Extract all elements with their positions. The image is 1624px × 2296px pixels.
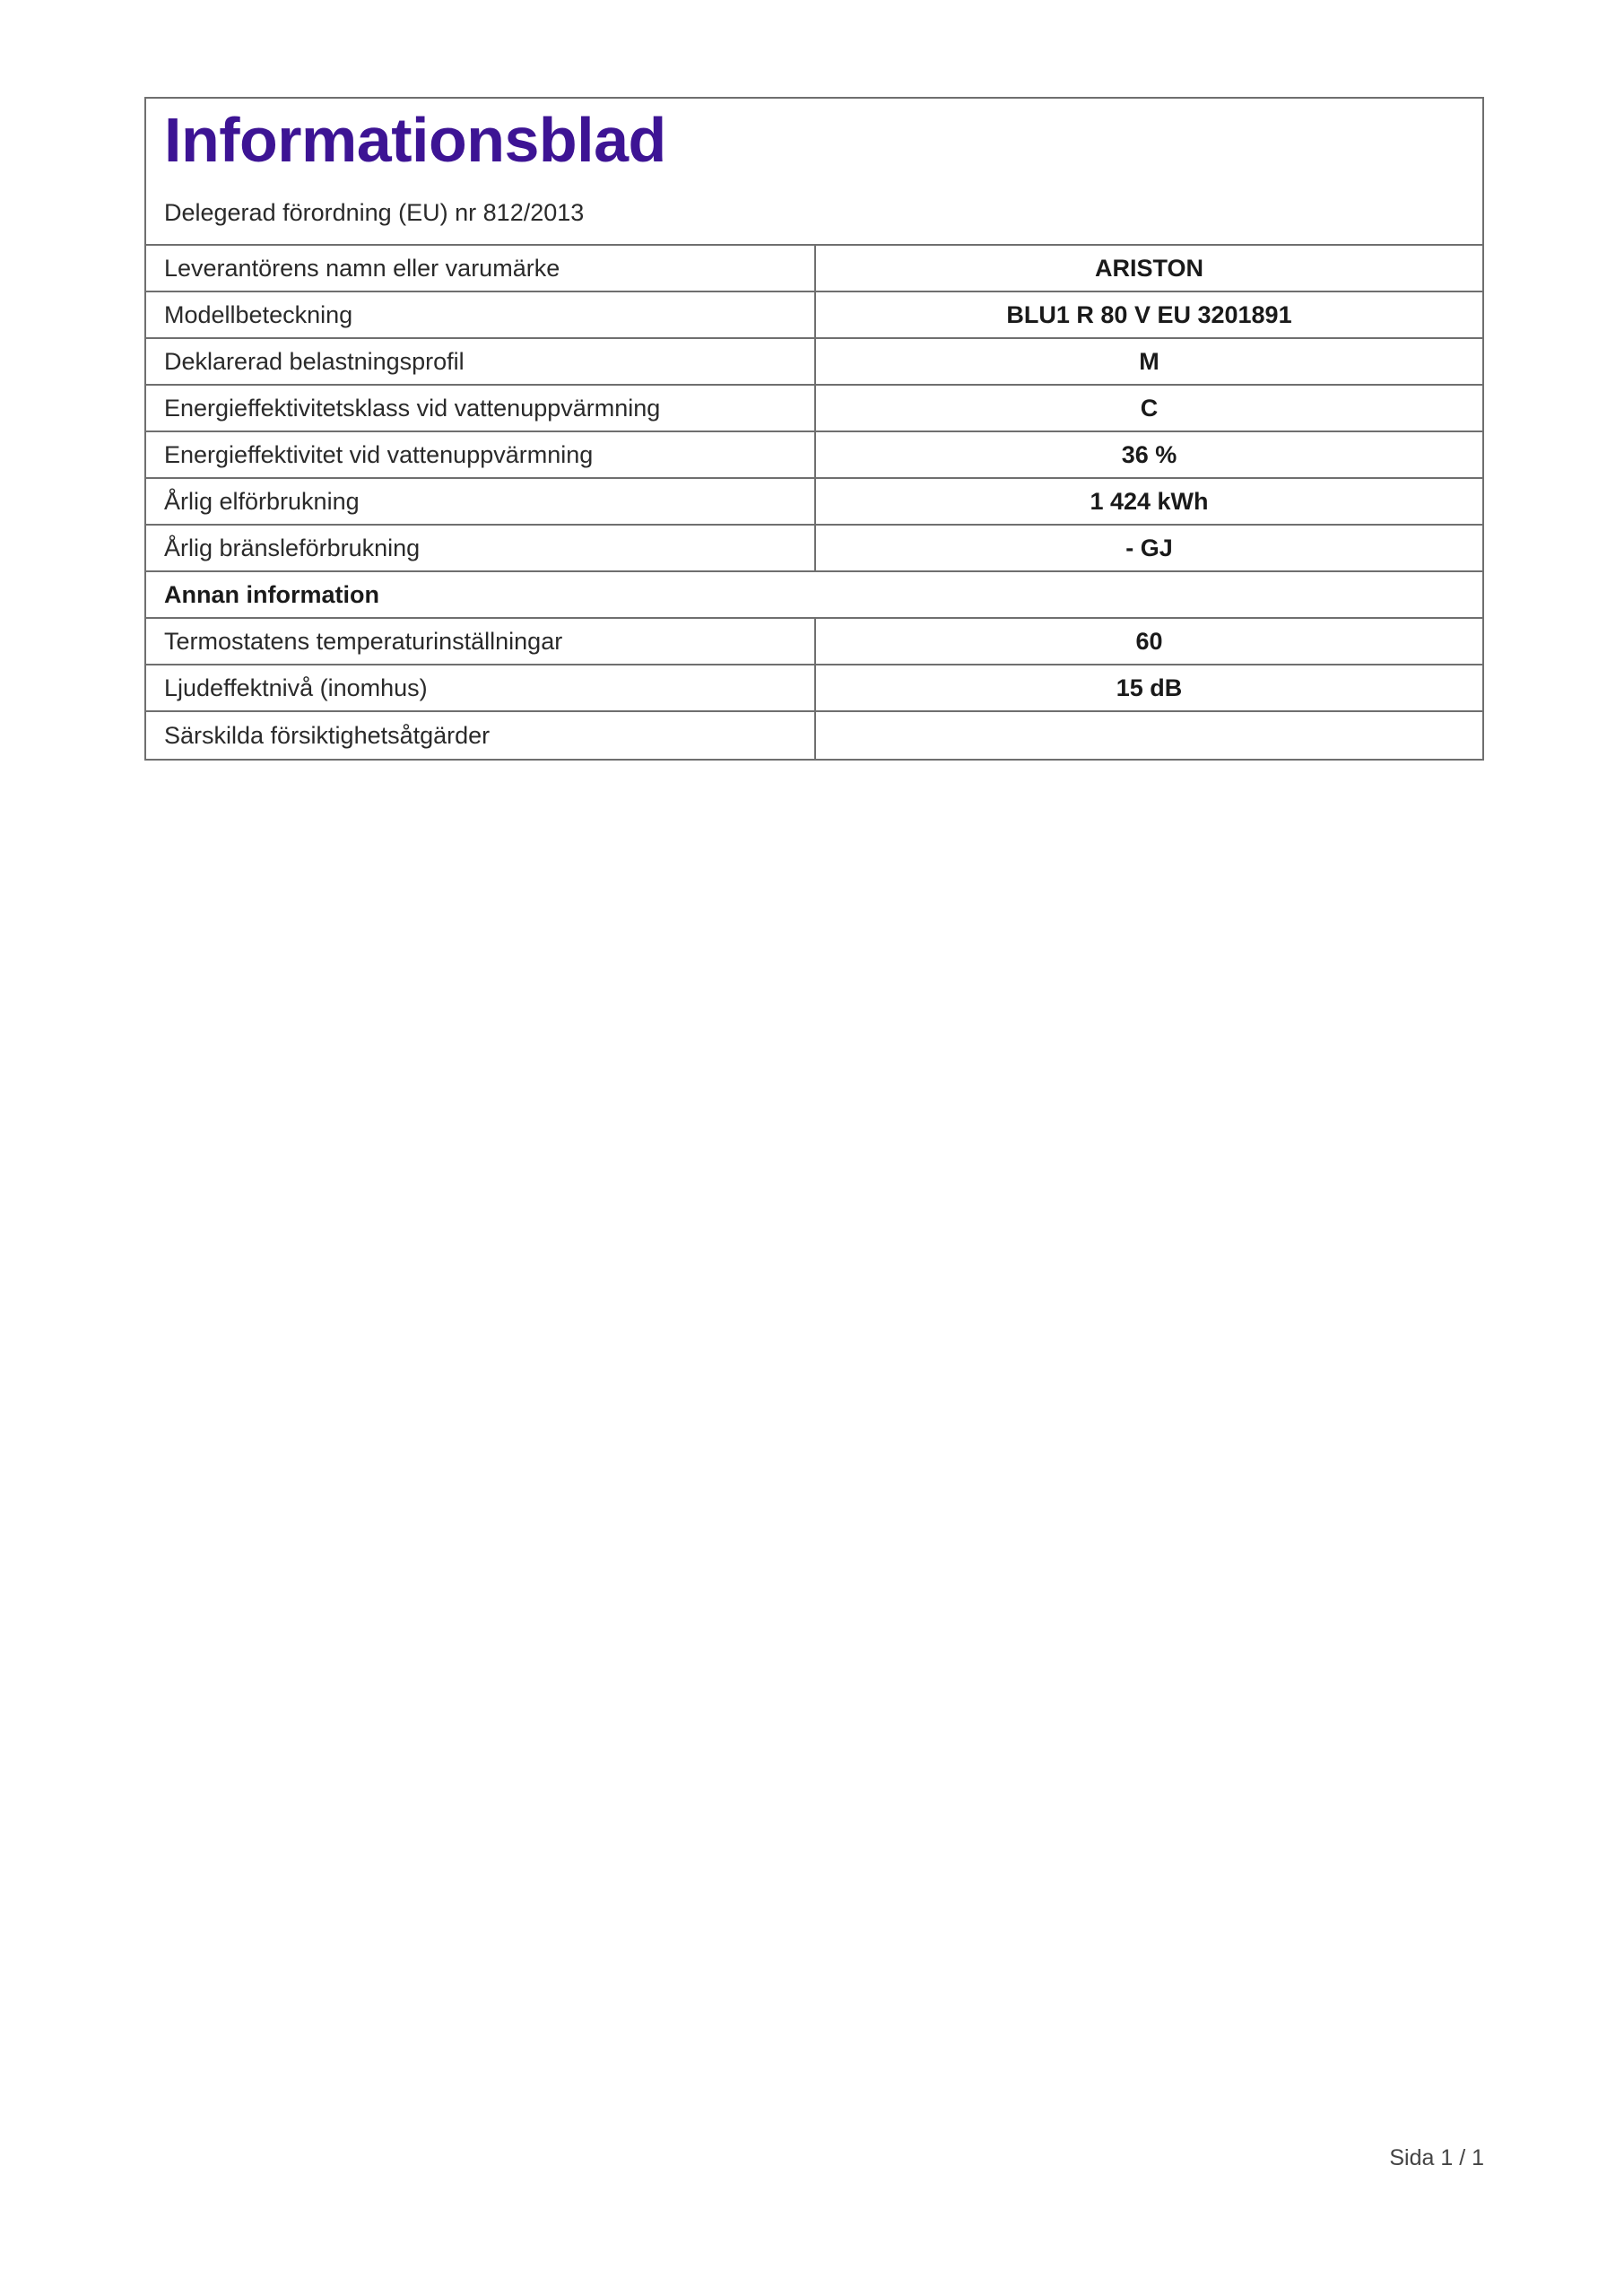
row-label: Ljudeffektnivå (inomhus)	[146, 665, 816, 710]
row-label: Modellbeteckning	[146, 292, 816, 337]
row-value: 60	[1135, 627, 1163, 655]
table-row-efficiency-class	[146, 386, 1482, 432]
table-row-sound-power	[146, 665, 1482, 712]
row-value: ARISTON	[1094, 254, 1203, 282]
row-label: Särskilda försiktighetsåtgärder	[146, 712, 816, 759]
row-value: - GJ	[1125, 534, 1173, 561]
row-label: Termostatens temperaturinställningar	[146, 619, 816, 664]
page-number: Sida 1 / 1	[1389, 2145, 1484, 2170]
table-row-annual-fuel	[146, 526, 1482, 572]
table-row-supplier	[146, 246, 1482, 292]
row-label: Leverantörens namn eller varumärke	[146, 246, 816, 291]
row-value: 15 dB	[1116, 674, 1183, 701]
row-value	[816, 712, 1482, 759]
table-row-thermostat	[146, 619, 1482, 665]
row-label: Deklarerad belastningsprofil	[146, 339, 816, 384]
regulation-subtitle: Delegerad förordning (EU) nr 812/2013	[164, 199, 585, 226]
table-row-load-profile	[146, 339, 1482, 386]
row-value: M	[1139, 347, 1159, 375]
row-label: Energieffektivitetsklass vid vattenuppvärmning	[146, 386, 816, 430]
row-value: C	[1140, 394, 1159, 422]
sheet-header	[146, 99, 1482, 246]
row-label: Energieffektivitet vid vattenuppvärmning	[146, 432, 816, 477]
section-heading-other-info: Annan information	[146, 572, 1482, 619]
table-row-efficiency	[146, 432, 1482, 479]
row-value: BLU1 R 80 V EU 3201891	[1006, 300, 1292, 328]
information-sheet-table	[144, 97, 1484, 761]
table-row-model	[146, 292, 1482, 339]
row-label: Årlig elförbrukning	[146, 479, 816, 524]
row-value: 1 424 kWh	[1090, 487, 1209, 515]
table-row-precautions	[146, 712, 1482, 759]
row-label: Årlig bränsleförbrukning	[146, 526, 816, 570]
row-value: 36 %	[1121, 440, 1177, 468]
table-row-annual-electricity	[146, 479, 1482, 526]
page-title: Informationsblad	[164, 105, 666, 175]
